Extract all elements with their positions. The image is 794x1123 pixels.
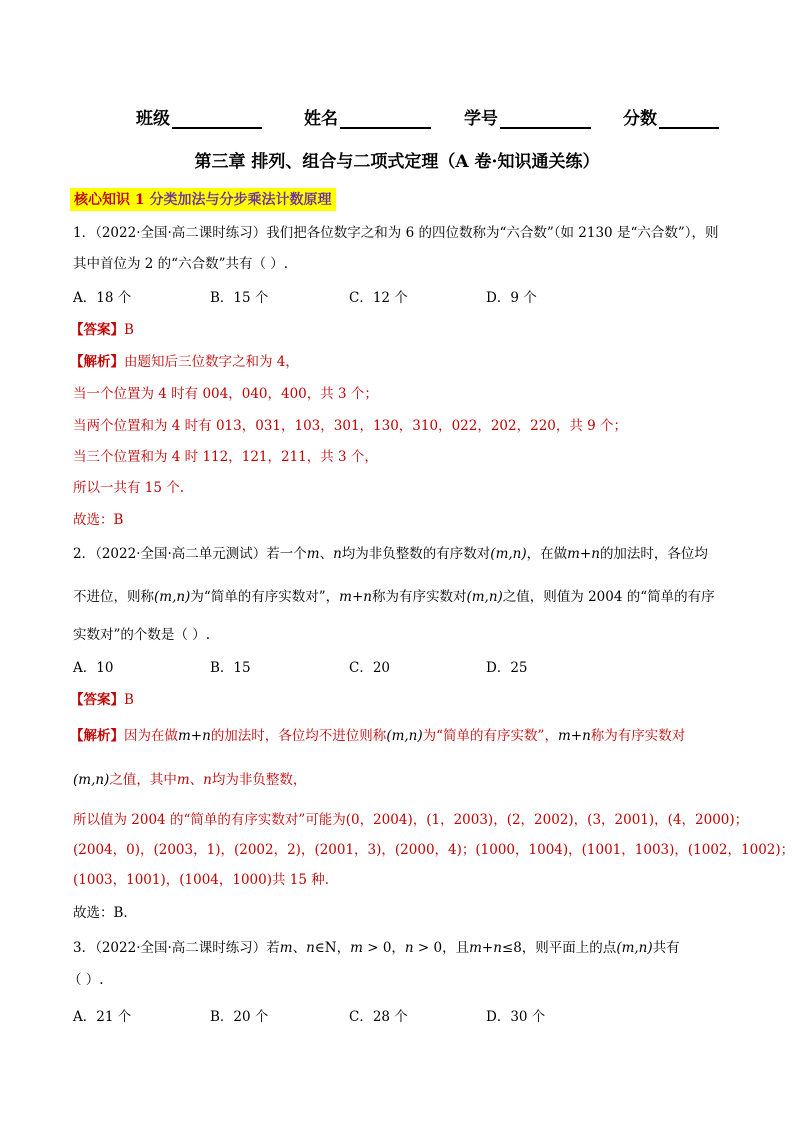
q2-analysis-line5: (1003，1001)，(1004，1000)共 15 种.	[73, 872, 330, 888]
q2-l2pair: (m,n)	[154, 589, 191, 605]
q1-analysis-text1: 由题知后三位数字之和为 4，	[124, 354, 299, 370]
q2-l1a: 2．（2022·全国·高二单元测试）若一个	[73, 546, 307, 562]
q2-a2n: n	[203, 772, 212, 788]
q2-l2a: 不进位，则称	[73, 589, 154, 605]
q1-analysis-line6: 故选：B	[73, 512, 124, 528]
q1-analysis-line5: 所以一共有 15 个.	[73, 480, 185, 496]
q2-l1pair: (m,n)	[490, 546, 527, 562]
name-field	[304, 104, 431, 129]
q2-stem-line1	[73, 542, 708, 562]
q2-option-b: B．15	[210, 660, 251, 676]
q3-l1m: m	[279, 940, 293, 956]
chapter-title: 第三章 排列、组合与二项式定理（A 卷·知识通关练）	[194, 152, 600, 172]
q2-a2c: 均为非负整数，	[211, 772, 307, 788]
q1-analysis-line2: 当一个位置为 4 时有 004，040，400，共 3 个；	[73, 386, 378, 402]
student-info-row	[0, 104, 794, 134]
q2-a1d: 称为有序实数对	[590, 728, 686, 744]
q3-l1sum: m+n	[469, 940, 502, 956]
q2-option-c: C．20	[349, 660, 391, 676]
q3-l1c: ∈N，	[314, 940, 351, 956]
q3-l1n: n	[306, 940, 315, 956]
q1-analysis-line4: 当三个位置和为 4 时 112，121，211，共 3 个，	[73, 449, 378, 465]
section-heading	[70, 188, 336, 211]
q2-analysis-line4: (2004，0)，(2003，1)，(2002，2)，(2001，3)，(2000，4)；(1000，1004)，(1001，1003)，(1002，1002)；	[73, 842, 794, 858]
q1-option-a: A．18 个	[73, 290, 132, 306]
q3-option-a: A．21 个	[73, 1009, 132, 1025]
q1-option-d: D．9 个	[486, 290, 537, 306]
q2-answer-value: B	[124, 692, 134, 708]
q3-option-b: B．20 个	[210, 1009, 269, 1025]
q2-l1m: m	[306, 546, 320, 562]
id-label: 学号	[464, 109, 498, 129]
q1-stem-line1: 1．（2022·全国·高二课时练习）我们把各位数字之和为 6 的四位数称为“六合数”（如 2130 是“六合数”），则	[73, 225, 719, 241]
id-blank[interactable]	[500, 109, 591, 129]
q2-stem-line3: 实数对”的个数是（ ）.	[73, 627, 210, 643]
class-label: 班级	[136, 109, 170, 129]
score-field	[623, 104, 719, 129]
q2-l2sum: m+n	[339, 589, 372, 605]
q2-analysis-line3: 所以值为 2004 的“简单的有序实数对”可能为(0，2004)，(1，2003)，(2，2002)，(3，2001)，(4，2000)；	[73, 812, 749, 828]
q2-option-d: D．25	[486, 660, 528, 676]
q2-a2a: 之值，其中	[109, 772, 177, 788]
q1-stem-line2: 其中首位为 2 的“六合数”共有（ ）.	[73, 256, 289, 272]
q2-answer	[70, 688, 134, 708]
q2-l1n: n	[333, 546, 342, 562]
q3-l1d: > 0，	[362, 940, 405, 956]
section-prefix: 核心知识 1	[74, 192, 145, 208]
q2-a2b: 、	[189, 772, 204, 788]
q2-analysis-line6: 故选：B.	[73, 905, 128, 921]
q2-l1d: ，在做	[526, 546, 568, 562]
q2-analysis-line1	[70, 724, 685, 744]
q1-analysis-line3: 当两个位置和为 4 时有 013，031，103，301，130，310，022，202，220，共 9 个；	[73, 418, 628, 434]
answer-tag: 【答案】	[70, 322, 124, 338]
q2-a1a: 因为在做	[124, 728, 178, 744]
q2-option-a: A．10	[73, 660, 114, 676]
q3-option-d: D．30 个	[486, 1009, 546, 1025]
q3-l1g: 共有	[652, 940, 680, 956]
q1-answer-value: B	[124, 322, 134, 338]
name-label: 姓名	[304, 109, 338, 129]
q2-a1pair: (m,n)	[386, 728, 423, 744]
id-field	[464, 104, 591, 129]
q2-l1e: 的加法时，各位均	[599, 546, 708, 562]
section-name: 分类加法与分步乘法计数原理	[149, 192, 332, 208]
q3-l1m2: m	[350, 940, 363, 956]
q2-a1sum: m+n	[178, 728, 211, 744]
q2-stem-line2	[73, 585, 715, 605]
q3-stem-line2: （ ）.	[68, 972, 104, 988]
q3-l1e: > 0，且	[413, 940, 470, 956]
q3-l1f: ≤8，则平面上的点	[501, 940, 617, 956]
q2-l2d: 之值，则值为 2004 的“简单的有序	[502, 589, 715, 605]
q3-l1b: 、	[292, 940, 307, 956]
score-label: 分数	[623, 109, 657, 129]
q3-stem-line1	[73, 936, 680, 956]
class-blank[interactable]	[172, 109, 262, 129]
q3-option-c: C．28 个	[349, 1009, 408, 1025]
q2-a1sum2: m+n	[557, 728, 591, 744]
q3-l1a: 3．（2022·全国·高二课时练习）若	[73, 940, 280, 956]
q2-a2m: m	[176, 772, 190, 788]
q2-l2pair2: (m,n)	[466, 589, 503, 605]
score-blank[interactable]	[659, 109, 719, 129]
class-field	[136, 104, 262, 129]
q2-l2b: 为“简单的有序实数对”，	[190, 589, 340, 605]
q2-l1sum: m+n	[567, 546, 600, 562]
q3-l1pair: (m,n)	[616, 940, 653, 956]
q2-a1b: 的加法时，各位均不进位则称	[210, 728, 387, 744]
analysis-tag: 【解析】	[70, 728, 124, 744]
answer-tag: 【答案】	[70, 692, 124, 708]
q3-l1n2: n	[404, 940, 414, 956]
q1-option-b: B．15 个	[210, 290, 269, 306]
q1-option-c: C．12 个	[349, 290, 408, 306]
q2-l1b: 、	[319, 546, 334, 562]
q2-a1c: 为“简单的有序实数”，	[422, 728, 558, 744]
q2-l1c: 均为非负整数的有序数对	[341, 546, 491, 562]
q1-answer	[70, 318, 134, 338]
analysis-tag: 【解析】	[70, 354, 124, 370]
q1-analysis-line1	[70, 350, 299, 370]
q2-l2c: 称为有序实数对	[371, 589, 467, 605]
q2-analysis-line2	[73, 768, 306, 788]
q2-a2pair: (m,n)	[73, 772, 110, 788]
name-blank[interactable]	[340, 109, 431, 129]
